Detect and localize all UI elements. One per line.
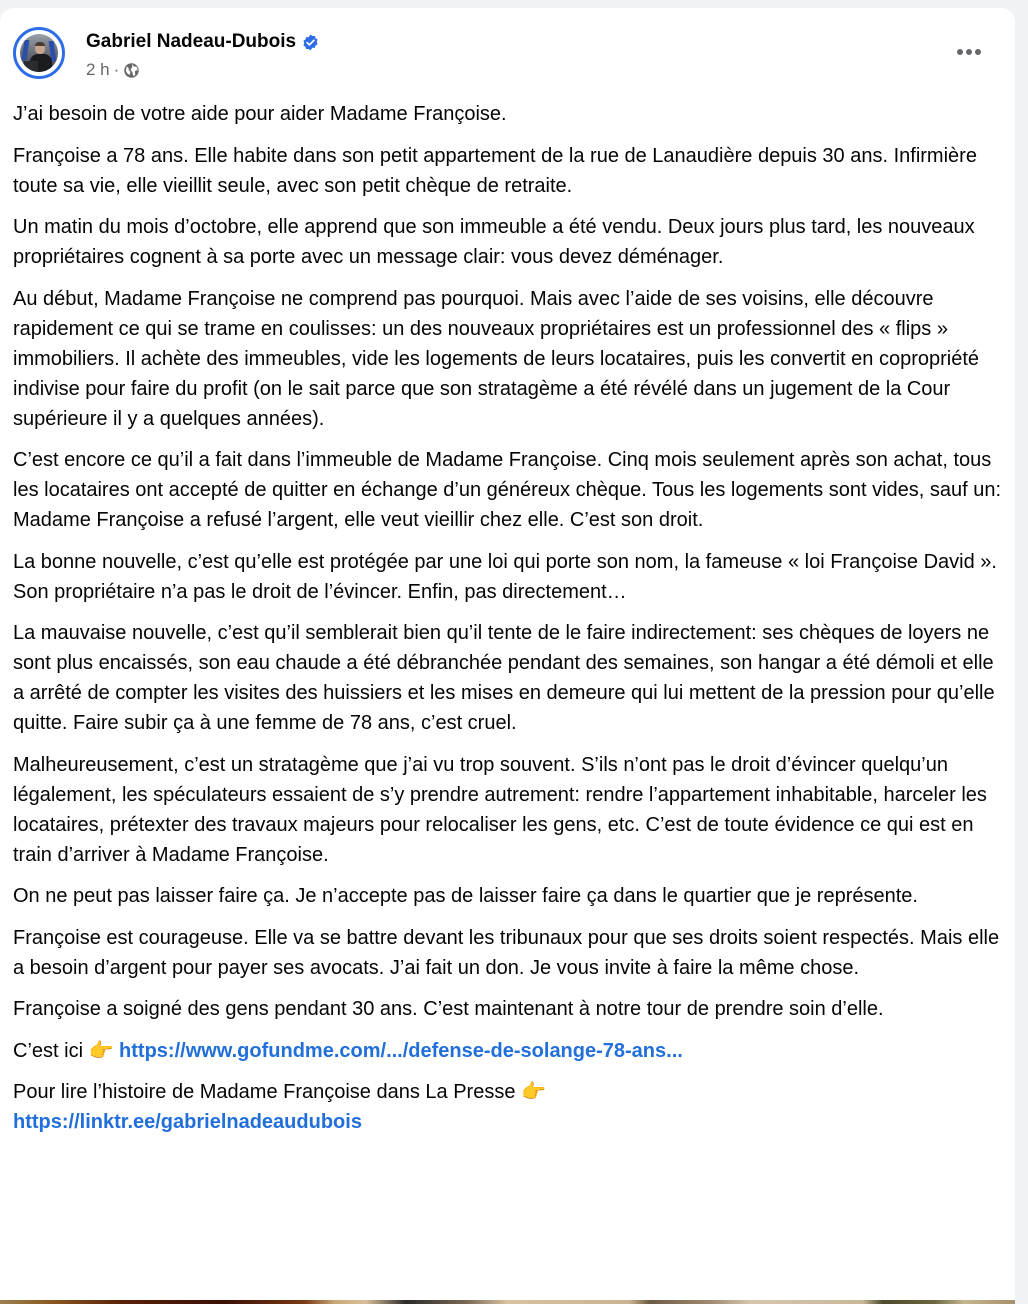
author-row <box>86 30 319 54</box>
post-header <box>0 8 1015 98</box>
post-paragraph: Un matin du mois d’octobre, elle apprend que son immeuble a été vendu. Deux jours plus tard, les nouveaux propriétaires cognent à sa porte avec un message clair: vous devez déménager. <box>13 216 975 268</box>
pointing-hand-icon: 👉 <box>88 1039 114 1062</box>
post-paragraph: Françoise a soigné des gens pendant 30 ans. C’est maintenant à notre tour de prendre soin d’elle. <box>13 998 884 1020</box>
avatar-photo <box>20 34 58 72</box>
globe-icon[interactable] <box>123 62 140 79</box>
post-paragraph: La mauvaise nouvelle, c’est qu’il semblerait bien qu’il tente de le faire indirectement: ses chèques de loyers ne sont plus encaissés, son eau chaude a été débranchée pendant des semaines, son hangar a été démoli et elle a arrêté de compter les visites des huissiers et les mises en demeure qui lui mettent de la pression pour qu’elle quitte. Faire subir ça à une femme de 78 ans, c’est cruel. <box>13 622 995 734</box>
post-paragraph: Françoise a 78 ans. Elle habite dans son petit appartement de la rue de Lanaudière depuis 30 ans. Infirmière toute sa vie, elle vieillit seule, avec son petit chèque de retraite. <box>13 144 977 197</box>
pointing-hand-icon: 👉 <box>521 1081 546 1103</box>
post-paragraph: Malheureusement, c’est un stratagème que j’ai vu trop souvent. S’ils n’ont pas le droit d’évincer quelqu’un légalement, les spéculateurs essaient de s’y prendre autrement: rendre l’appartement inhabitable, harceler les locataires, prétexter des travaux majeurs pour relocaliser les gens, etc. C’est de toute évidence ce qui est en train d’arriver à Madame Françoise. <box>13 753 987 866</box>
post-text <box>13 99 1003 1149</box>
gofundme-link[interactable]: https://www.gofundme.com/.../defense-de-solange-78-ans... <box>119 1039 683 1062</box>
meta-separator: · <box>113 60 120 79</box>
press-paragraph <box>13 1077 1003 1137</box>
post-meta <box>86 59 140 81</box>
post-paragraph: La bonne nouvelle, c’est qu’elle est protégée par une loi qui porte son nom, la fameuse « loi Françoise David ». Son propriétaire n’a pas le droit de l’évincer. Enfin, pas directement… <box>13 550 997 603</box>
press-prefix: Pour lire l’histoire de Madame Françoise dans La Presse <box>13 1081 516 1103</box>
donate-prefix: C’est ici <box>13 1039 84 1062</box>
post-paragraph: Françoise est courageuse. Elle va se battre devant les tribunaux pour que ses droits soient respectés. Mais elle a besoin d’argent pour payer ses avocats. J’ai fait un don. Je vous invite à faire la même chose. <box>13 926 1000 979</box>
donate-paragraph <box>13 1036 1003 1066</box>
post-image[interactable] <box>0 1300 1015 1304</box>
post-card <box>0 8 1015 1304</box>
post-paragraph: On ne peut pas laisser faire ça. Je n’accepte pas de laisser faire ça dans le quartier que je représente. <box>13 885 918 907</box>
post-paragraph: Au début, Madame Françoise ne comprend pas pourquoi. Mais avec l’aide de ses voisins, elle découvre rapidement ce qui se trame en coulisses: un des nouveaux propriétaires est un professionnel des « flips » immobiliers. Il achète des immeubles, vide les logements de leurs locataires, puis les convertit en copropriété indivise pour faire du profit (on le sait parce que son stratagème a été révélé dans un jugement de la Cour supérieure il y a quelques années). <box>13 287 980 430</box>
linktree-link[interactable]: https://linktr.ee/gabrielnadeaudubois <box>13 1111 362 1133</box>
post-timestamp[interactable]: 2 h <box>86 60 110 79</box>
verified-badge-icon <box>302 34 319 51</box>
post-paragraph: C’est encore ce qu’il a fait dans l’immeuble de Madame Françoise. Cinq mois seulement après son achat, tous les locataires ont accepté de quitter en échange d’un généreux chèque. Tous les logements sont vides, sauf un: Madame Françoise a refusé l’argent, elle veut vieillir chez elle. C’est son droit. <box>13 449 1002 531</box>
author-avatar[interactable] <box>13 27 65 79</box>
more-options-icon[interactable] <box>953 44 985 60</box>
author-name[interactable]: Gabriel Nadeau-Dubois <box>86 31 297 52</box>
post-paragraph: J’ai besoin de votre aide pour aider Madame Françoise. <box>13 103 507 125</box>
